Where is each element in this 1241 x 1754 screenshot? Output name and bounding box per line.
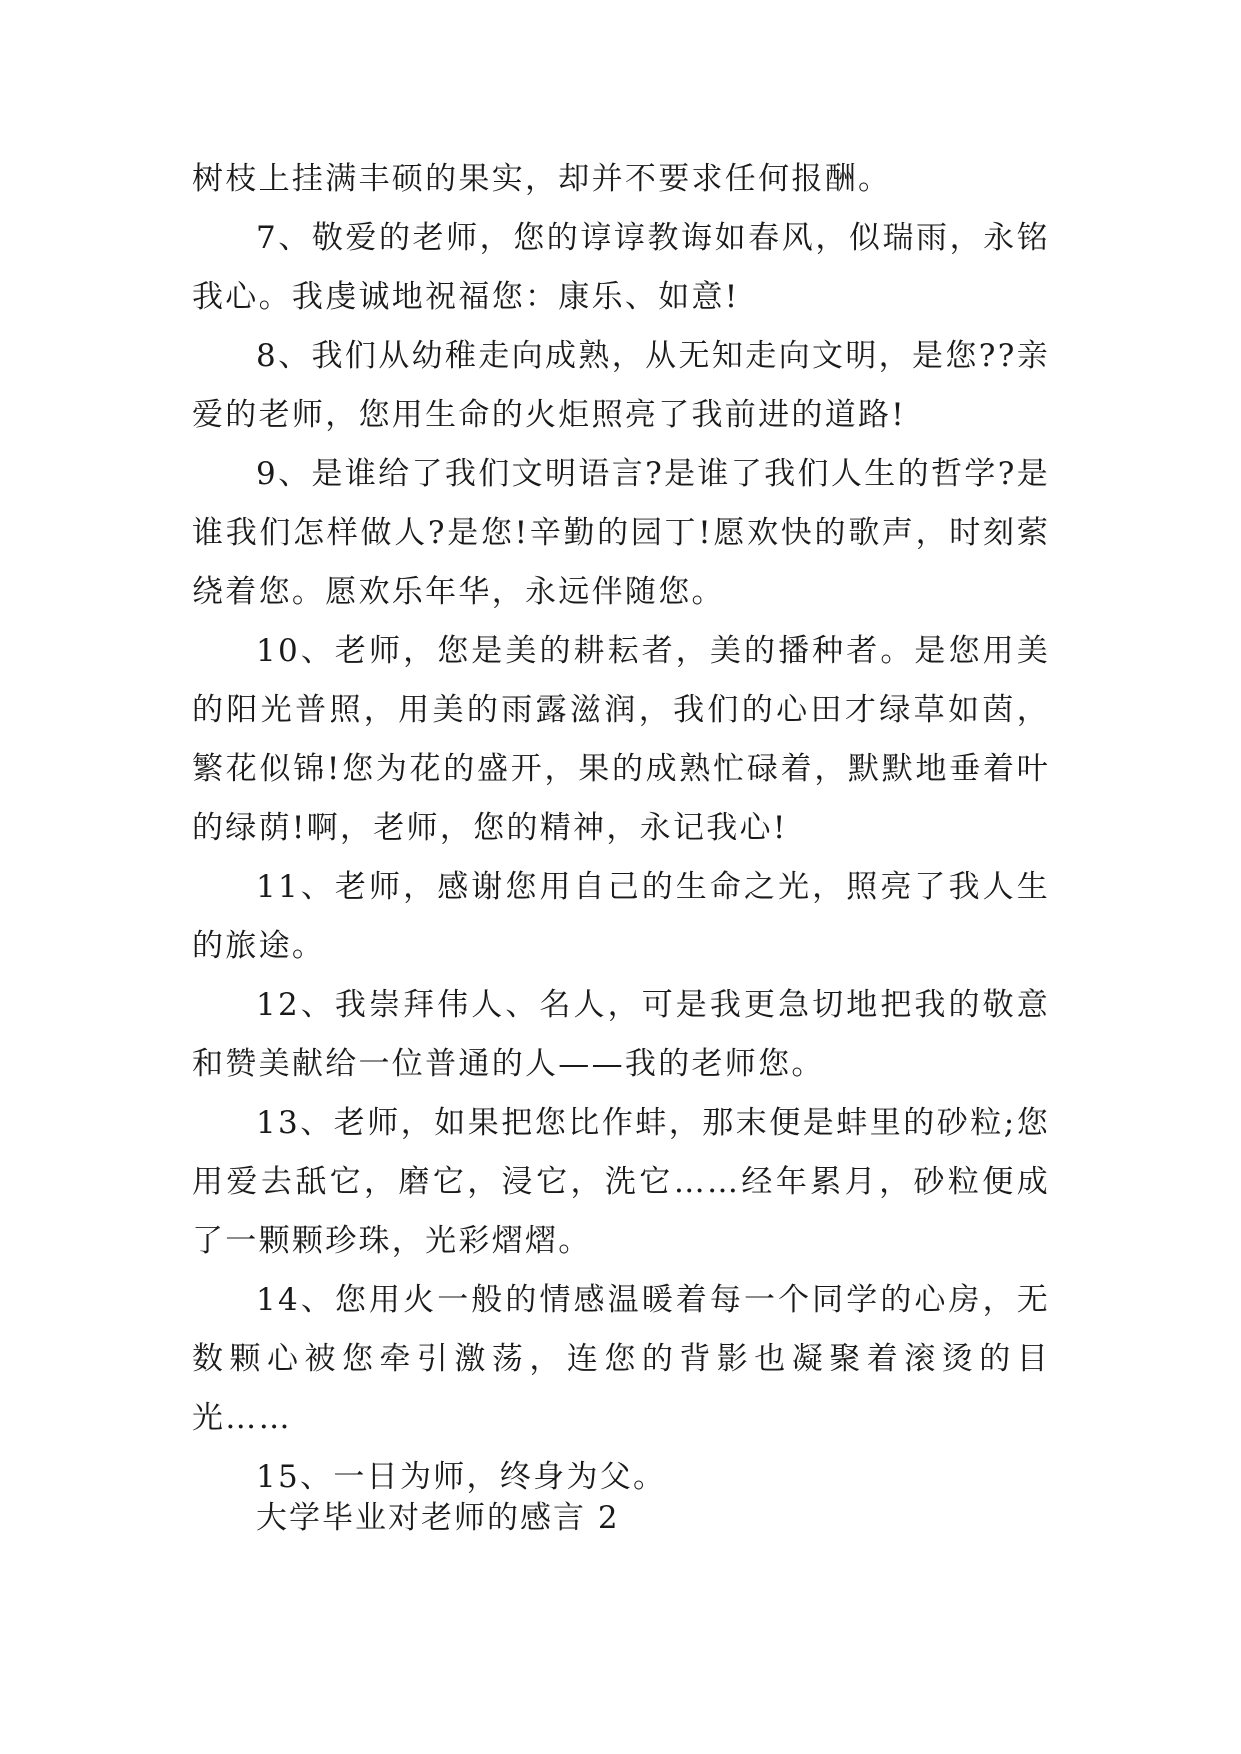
list-item: 11、老师，感谢您用自己的生命之光，照亮了我人生的旅途。: [192, 869, 1050, 964]
body-text: [192, 150, 1050, 1507]
list-item: 7、敬爱的老师，您的谆谆教诲如春风，似瑞雨，永铭我心。我虔诚地祝福您：康乐、如意!: [192, 220, 1050, 315]
section-title: 大学毕业对老师的感言 2: [256, 1500, 620, 1536]
list-item: 9、是谁给了我们文明语言?是谁了我们人生的哲学?是谁我们怎样做人?是您!辛勤的园丁!愿欢快的歌声，时刻萦绕着您。愿欢乐年华，永远伴随您。: [192, 456, 1050, 610]
list-item: 10、老师，您是美的耕耘者，美的播种者。是您用美的阳光普照，用美的雨露滋润，我们的心田才绿草如茵，繁花似锦!您为花的盛开，果的成熟忙碌着，默默地垂着叶的绿荫!啊，老师，您的精神，永记我心!: [192, 633, 1050, 846]
list-item: 13、老师，如果把您比作蚌，那末便是蚌里的砂粒;您用爱去舐它，磨它，浸它，洗它……经年累月，砂粒便成了一颗颗珍珠，光彩熠熠。: [192, 1105, 1050, 1259]
list-item: 8、我们从幼稚走向成熟，从无知走向文明，是您??亲爱的老师，您用生命的火炬照亮了我前进的道路!: [192, 338, 1050, 433]
list-item: 12、我崇拜伟人、名人，可是我更急切地把我的敬意和赞美献给一位普通的人——我的老师您。: [192, 987, 1050, 1082]
list-item: 15、一日为师，终身为父。: [256, 1459, 667, 1495]
list-item: 14、您用火一般的情感温暖着每一个同学的心房，无数颗心被您牵引激荡，连您的背影也凝聚着滚烫的目光……: [192, 1282, 1050, 1436]
continuation-paragraph: 树枝上挂满丰硕的果实，却并不要求任何报酬。: [192, 161, 892, 197]
